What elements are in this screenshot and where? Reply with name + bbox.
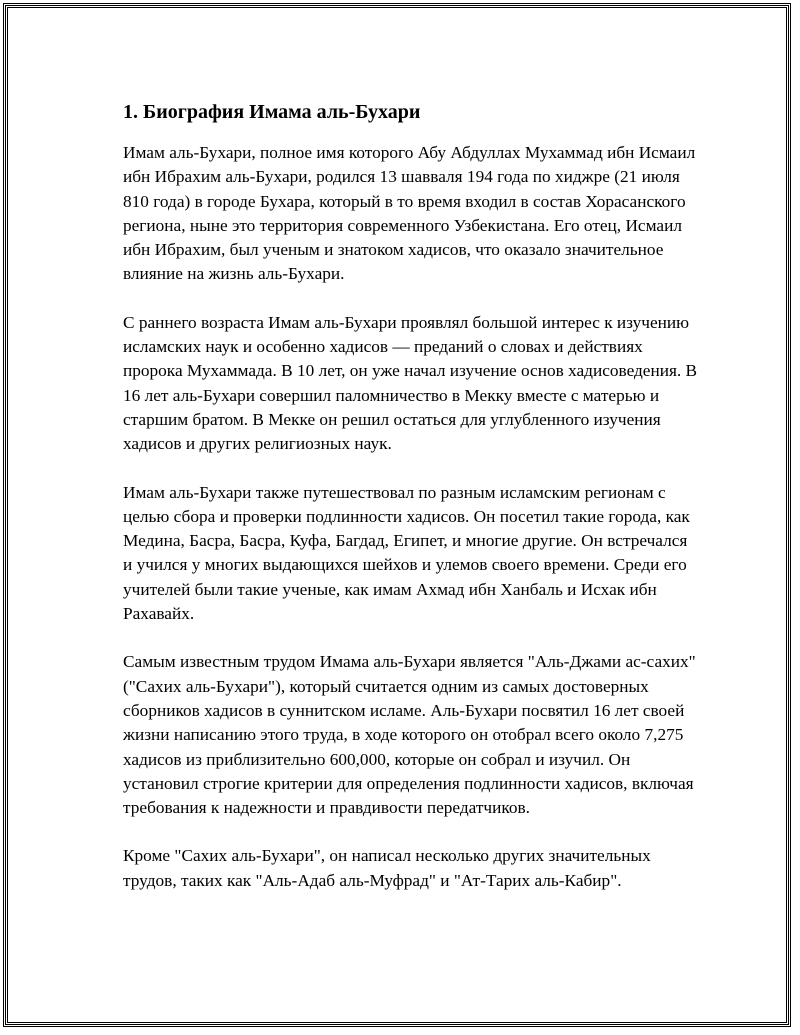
paragraph-early-life: С раннего возраста Имам аль-Бухари проявлял большой интерес к изучению исламских наук и особенно хадисов — преданий о словах и действиях пророка Мухаммада. В 10 лет, он уже начал изучение основ хадисоведения. В 16 лет аль-Бухари совершил паломничество в Мекку вместе с матерью и старшим братом. В Мекке он решил остаться для углубленного изучения хадисов и других религиозных наук.	[123, 312, 698, 454]
page-frame	[3, 3, 791, 1027]
section-heading: 1. Биография Имама аль-Бухари	[123, 101, 421, 123]
paragraph-sahih: Самым известным трудом Имама аль-Бухари является "Аль-Джами ас-сахих" ("Сахих аль-Бухари"), который считается одним из самых достоверных сборников хадисов в суннитском исламе. Аль-Бухари посвятил 16 лет своей жизни написанию этого труда, в ходе которого он отобрал всего около 7,275 хадисов из приблизительно 600,000, которые он собрал и изучил. Он установил строгие критерии для определения подлинности хадисов, включая требования к надежности и правдивости передатчиков.	[123, 652, 696, 818]
paragraph-other-works: Кроме "Сахих аль-Бухари", он написал несколько других значительных трудов, таких как "Аль-Адаб аль-Муфрад" и "Ат-Тарих аль-Кабир".	[123, 846, 651, 890]
paragraph-birth: Имам аль-Бухари, полное имя которого Абу Абдуллах Мухаммад ибн Исмаил ибн Ибрахим аль-Бухари, родился 13 шавваля 194 года по хиджре (21 июля 810 года) в городе Бухара, который в то время входил в состав Хорасанского региона, ныне это территория современного Узбекистана. Его отец, Исмаил ибн Ибрахим, был ученым и знатоком хадисов, что оказало значительное влияние на жизнь аль-Бухари.	[123, 143, 696, 284]
paragraph-travels: Имам аль-Бухари также путешествовал по разным исламским регионам с целью сбора и проверки подлинности хадисов. Он посетил такие города, как Медина, Басра, Басра, Куфа, Багдад, Египет, и многие другие. Он встречался и учился у многих выдающихся шейхов и улемов своего времени. Среди его учителей были такие ученые, как имам Ахмад ибн Ханбаль и Исхак ибн Рахавайх.	[123, 482, 690, 624]
document-body	[123, 99, 698, 917]
